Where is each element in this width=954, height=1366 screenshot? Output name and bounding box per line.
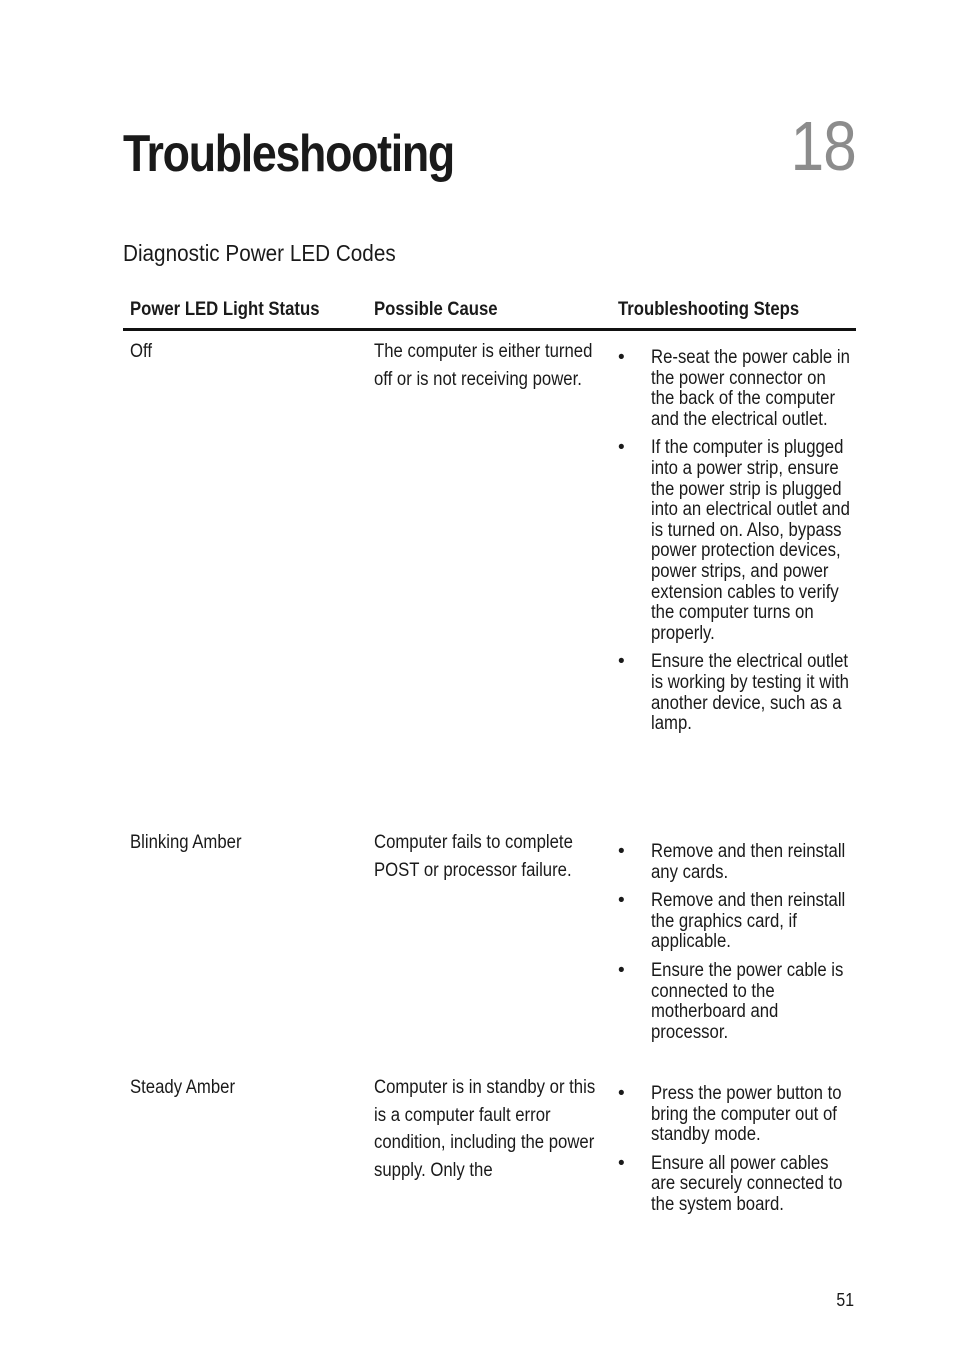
step-text: Ensure the power cable is connected to the motherboard and processor. [651, 959, 844, 1043]
chapter-number: 18 [790, 107, 856, 185]
troubleshooting-steps-list [618, 348, 856, 743]
page-number: 51 [836, 1290, 854, 1310]
section-heading: Diagnostic Power LED Codes [123, 240, 396, 266]
bullet-icon: • [618, 959, 625, 981]
possible-cause: Computer fails to complete POST or processor failure. [374, 832, 573, 881]
led-status: Off [130, 341, 152, 362]
step-item [618, 961, 856, 1043]
step-text: Ensure the electrical outlet is working by testing it with another device, such as a lamp. [651, 651, 849, 735]
header-possible-cause: Possible Cause [374, 299, 498, 320]
step-text: Re-seat the power cable in the power connector on the back of the computer and the electrical outlet. [651, 347, 850, 430]
led-status: Blinking Amber [130, 832, 242, 853]
bullet-icon: • [618, 1083, 625, 1104]
step-text: Ensure all power cables are securely connected to the system board. [651, 1152, 843, 1215]
step-item [618, 1154, 856, 1216]
possible-cause: The computer is either turned off or is not receiving power. [374, 341, 593, 390]
step-item [618, 842, 856, 883]
possible-cause: Computer is in standby or this is a computer fault error condition, including the power supply. Only the [374, 1077, 596, 1181]
led-status: Steady Amber [130, 1077, 236, 1098]
table-header [123, 294, 856, 331]
troubleshooting-steps-list [618, 1084, 856, 1224]
troubleshooting-steps-list [618, 842, 856, 1051]
bullet-icon: • [618, 347, 625, 368]
bullet-icon: • [618, 437, 625, 459]
bullet-icon: • [618, 841, 625, 862]
step-item [618, 1084, 856, 1146]
step-text: Remove and then reinstall any cards. [651, 841, 846, 883]
step-item [618, 891, 856, 953]
chapter-title: Troubleshooting [123, 125, 454, 183]
step-item [618, 438, 856, 644]
step-item [618, 652, 856, 734]
bullet-icon: • [618, 1152, 625, 1174]
header-troubleshooting-steps: Troubleshooting Steps [618, 299, 800, 320]
step-text: If the computer is plugged into a power strip, ensure the power strip is plugged into an electrical outlet and is turned on. Also, bypass power protection devices, power strips, and power extension cables to verify the computer turns on properly. [651, 437, 850, 644]
step-item [618, 348, 856, 430]
bullet-icon: • [618, 890, 625, 912]
header-power-led-status: Power LED Light Status [130, 299, 320, 320]
step-text: Press the power button to bring the computer out of standby mode. [651, 1083, 842, 1146]
bullet-icon: • [618, 651, 625, 673]
step-text: Remove and then reinstall the graphics card, if applicable. [651, 890, 846, 953]
